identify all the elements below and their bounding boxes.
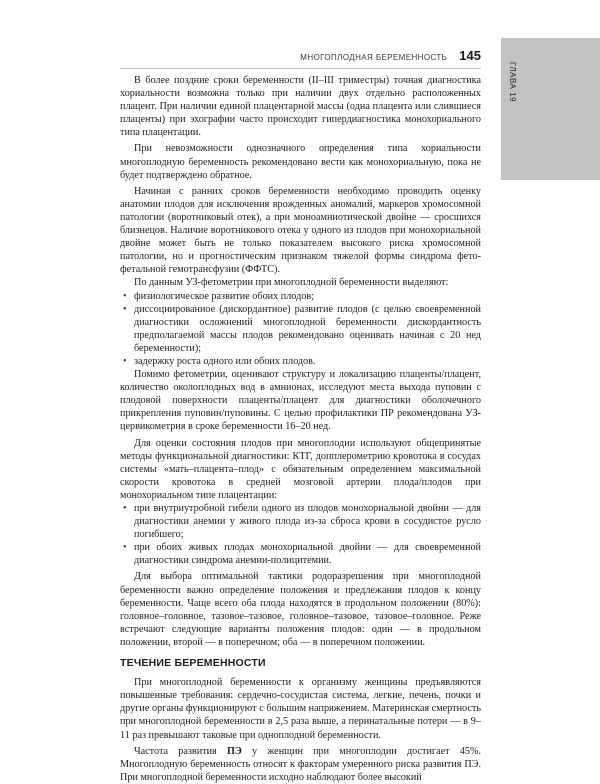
fetometry-list <box>120 290 481 369</box>
abbreviation-bold: ПЭ <box>226 745 242 757</box>
page-number: 145 <box>459 48 481 63</box>
page-body <box>120 74 481 784</box>
chapter-side-tab <box>501 38 600 180</box>
paragraph <box>120 745 481 784</box>
paragraph: В более поздние сроки беременности (II–III триместры) точная диагностика хориальности возможна только при наличии двух отдельно расположенных плацент. При наличии единой плацентарной массы (одна плацента или слившиеся плаценты) при эхографии часто происходит гипердиагностика монохориального типа плацентации. <box>120 75 481 139</box>
doppler-list <box>120 502 481 567</box>
list-item: • при внутриутробной гибели одного из плодов монохориальной двойни — для диагностики анемии у живого плода из-за сброса крови в сосудистое русло погибшего; <box>120 502 481 541</box>
chapter-label: ГЛАВА 19 <box>508 62 517 102</box>
section-heading: ТЕЧЕНИЕ БЕРЕМЕННОСТИ <box>120 657 266 670</box>
paragraph: Помимо фетометрии, оценивают структуру и локализацию плаценты/плацент, количество околоплодных вод в амнионах, исследуют места выхода пуповин с плодовой поверхности плаценты/плацент для диагностики оболочечного прикрепления пуповин/пуповины. С целью профилактики ПР рекомендована УЗ-цервикометрия в сроке беременности 16–20 нед. <box>120 369 481 433</box>
running-head-title: МНОГОПЛОДНАЯ БЕРЕМЕННОСТЬ <box>300 53 448 62</box>
running-head <box>120 48 481 69</box>
paragraph: Для выбора оптимальной тактики родоразрешения при многоплодной беременности важно определение положения и предлежания плодов к концу беременности. Чаще всего оба плода находятся в продольном положении (80%): головное–головное, тазовое–тазовое, головное–тазовое, тазовое–головное. Реже встречают следующие варианты положения плодов: один — в продольном положении, второй — в поперечном; оба — в поперечном положении. <box>120 571 481 648</box>
list-item: • при обоих живых плодах монохориальной двойни — для своевременной диагностики синдрома анемии-полицитемии. <box>120 541 481 567</box>
paragraph: Для оценки состояния плодов при многоплодии используют общепринятые методы функциональной диагностики: КТГ, допплерометрию кровотока в сосудах системы «мать–плацента–плод» с обязательным определением максимальной скорости кровотока в средней мозговой артерии плода/плодов при монохориальном типе плацентации: <box>120 437 481 501</box>
text-run: Частота развития <box>134 745 227 757</box>
paragraph: При невозможности однозначного определения типа хориальности многоплодную беременность рекомендовано вести как монохориальную, пока не будет подтверждено обратное. <box>120 143 481 181</box>
paragraph: По данным УЗ-фетометрии при многоплодной беременности выделяют: <box>134 277 449 289</box>
paragraph: Начиная с ранних сроков беременности необходимо проводить оценку анатомии плодов для исключения врожденных аномалий, маркеров хромосомной патологии (воротниковый отек), а при моноамниотической двойне — сросшихся близнецов. Наличие воротникового отека у одного из плодов при монохориальной двойне может быть не только показателем высокого риска хромосомной патологии, но и прогностическим признаком тяжелой формы синдрома фето-фетальной гемотрансфузии (ФФТС). <box>120 185 481 276</box>
list-item: • диссоциированное (дискордантное) развитие плодов (с целью своевременной диагностики осложнений многоплодной беременности дискордантность предполагаемой массы плодов рекомендовано оценивать начиная с 20 нед беременности); <box>120 303 481 355</box>
paragraph: При многоплодной беременности к организму женщины предъявляются повышенные требования: сердечно-сосудистая система, легкие, печень, почки и другие органы функционируют с большим напряжением. Материнская смертность при многоплодной беременности в 2,5 раза выше, а перинатальные потери — в 9–11 раз превышают таковые при одноплодной беременности. <box>120 677 481 741</box>
text-run: у женщин при многоплодии достигает 45%. Многоплодную беременность относят к факторам умеренного риска развития ПЭ. При многоплодной беременности исходно наблюдают более высокий <box>120 745 481 783</box>
list-item: • задержку роста одного или обоих плодов. <box>120 355 481 368</box>
list-item: • физиологическое развитие обоих плодов; <box>120 290 481 303</box>
